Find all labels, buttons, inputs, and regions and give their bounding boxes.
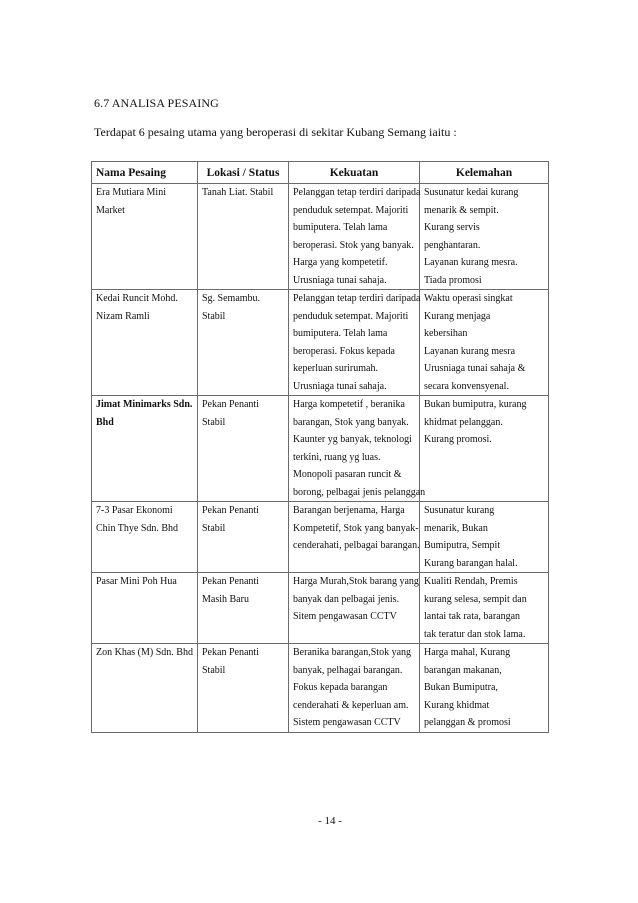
cell-nama-pesaing-line: Chin Thye Sdn. Bhd [96,522,179,534]
cell-lokasi-status [198,573,289,644]
cell-kekuatan-line: Sistem pengawasan CCTV [293,717,401,728]
cell-kelemahan-line: Kualiti Rendah, Premis [424,576,518,587]
cell-nama-pesaing-line: Nizam Ramli [96,310,150,322]
cell-kekuatan-line: Harga kompetetif , beranika [293,399,405,410]
cell-kelemahan-line: menarik & sempit. [424,204,499,216]
cell-kelemahan-line: Susunatur kurang [424,505,495,516]
cell-kelemahan-line: Susunatur kedai kurang [424,187,519,198]
cell-lokasi-status-line: Pekan Penanti [202,647,259,658]
cell-kekuatan-line: Sitem pengawasan CCTV [293,611,397,622]
table-row [92,290,549,396]
cell-lokasi-status [198,290,289,396]
cell-kekuatan-line: borong, pelbagai jenis pelanggan [293,486,426,498]
cell-kekuatan-line: bumiputera. Telah lama [293,222,388,233]
cell-kekuatan [289,573,420,644]
cell-kekuatan [289,396,426,502]
cell-kelemahan-line: Bukan Bumiputra, [424,682,498,693]
cell-nama-pesaing-line: Market [96,204,125,216]
table-row [92,184,549,290]
cell-kelemahan-line: Layanan kurang mesra. [424,257,518,268]
cell-kelemahan-line: Kurang promosi. [424,434,492,445]
competitor-table [91,161,549,733]
cell-kelemahan-line: Waktu operasi singkat [424,293,513,304]
cell-kelemahan [420,184,549,290]
cell-kelemahan-line: penghantaran. [424,239,481,251]
cell-nama-pesaing-line: Era Mutiara Mini [96,187,166,198]
cell-nama-pesaing-line: Kedai Runcit Mohd. [96,293,178,304]
cell-lokasi-status-line: Tanah Liat. Stabil [202,187,274,198]
cell-kelemahan [420,644,549,733]
cell-nama-pesaing [92,644,198,733]
cell-kekuatan-line: cenderahati & keperluan am. [293,699,409,711]
cell-kelemahan-line: lantai tak rata, barangan [424,611,521,622]
cell-lokasi-status-line: Sg. Semambu. [202,293,261,304]
cell-kelemahan-line: Harga mahal, Kurang [424,647,511,658]
table-row [92,573,549,644]
table-row [92,502,549,573]
cell-lokasi-status-line: Masih Baru [202,593,249,605]
section-heading: 6.7 ANALISA PESAING [94,96,219,110]
cell-nama-pesaing [92,290,198,396]
cell-kekuatan-line: penduduk setempat. Majoriti [293,204,409,216]
cell-lokasi-status-line: Pekan Penanti [202,505,259,516]
cell-lokasi-status-line: Stabil [202,310,226,322]
cell-kelemahan-line: Kurang khidmat [424,699,490,711]
cell-lokasi-status [198,502,289,573]
cell-kelemahan-line: khidmat pelanggan. [424,416,503,428]
cell-kekuatan-line: Urusniaga tunai sahaja. [293,274,387,286]
cell-kekuatan-line: Harga Murah,Stok barang yang [293,576,419,587]
cell-kekuatan-line: Kompetetif, Stok yang banyak- [293,522,419,534]
cell-kekuatan-line: Harga yang kompetetif. [293,257,388,268]
cell-kelemahan-line: secara konvensyenal. [424,380,509,392]
cell-kekuatan-line: bumiputera. Telah lama [293,328,388,339]
cell-nama-pesaing [92,573,198,644]
cell-kekuatan-line: keperluan surirumah. [293,363,378,374]
cell-kekuatan-line: Monopoli pasaran runcit & [293,469,402,480]
header-kekuatan: Kekuatan [289,162,420,184]
cell-lokasi-status-line: Pekan Penanti [202,576,259,587]
cell-kelemahan-line: Kurang menjaga [424,310,491,322]
cell-kelemahan [420,573,549,644]
cell-kelemahan-line: kurang selesa, sempit dan [424,593,527,605]
cell-lokasi-status [198,396,289,502]
header-nama-pesaing: Nama Pesaing [92,162,198,184]
cell-kekuatan-line: Fokus kepada barangan [293,682,388,693]
cell-kekuatan-line: Pelanggan tetap terdiri daripada [293,187,421,198]
cell-kelemahan-line: Layanan kurang mesra [424,345,516,357]
table-row [92,396,549,502]
cell-nama-pesaing-line: Jimat Minimarks Sdn. [96,399,193,410]
header-lokasi-status: Lokasi / Status [198,162,289,184]
cell-kekuatan-line: Beranika barangan,Stok yang [293,647,412,658]
cell-kelemahan [420,502,549,573]
cell-kelemahan-line: pelanggan & promosi [424,717,511,728]
cell-lokasi-status-line: Stabil [202,664,226,676]
cell-kekuatan-line: banyak, pelhagai barangan. [293,664,403,676]
cell-nama-pesaing [92,502,198,573]
cell-kekuatan-line: cenderahati, pelbagai barangan. [293,540,420,551]
cell-nama-pesaing-line: Pasar Mini Poh Hua [96,576,177,587]
cell-kelemahan-line: Tiada promosi [424,274,482,286]
cell-kelemahan-line: Urusniaga tunai sahaja & [424,363,526,374]
cell-kelemahan-line: Bukan bumiputra, kurang [424,399,527,410]
cell-nama-pesaing [92,396,198,502]
cell-kelemahan-line: barangan makanan, [424,664,502,676]
cell-kelemahan-line: Kurang barangan halal. [424,557,518,569]
cell-lokasi-status [198,184,289,290]
cell-nama-pesaing [92,184,198,290]
cell-kekuatan [289,184,420,290]
cell-kekuatan [289,290,420,396]
cell-kekuatan-line: banyak dan pelbagai jenis. [293,593,400,605]
cell-lokasi-status-line: Stabil [202,522,226,534]
cell-kekuatan [289,502,420,573]
cell-lokasi-status [198,644,289,733]
table-header-row [92,162,549,184]
cell-kekuatan [289,644,420,733]
cell-nama-pesaing-line: Bhd [96,416,114,428]
cell-nama-pesaing-line: Zon Khas (M) Sdn. Bhd [96,647,193,658]
cell-kekuatan-line: beroperasi. Fokus kepada [293,345,395,357]
cell-kekuatan-line: beroperasi. Stok yang banyak. [293,239,414,251]
table-row [92,644,549,733]
intro-paragraph: Terdapat 6 pesaing utama yang beroperasi di sekitar Kubang Semang iaitu : [94,125,457,139]
cell-kelemahan [420,290,549,396]
cell-kelemahan-line: tak teratur dan stok lama. [424,628,526,640]
cell-kekuatan-line: terkini, ruang yg luas. [293,451,381,463]
cell-kelemahan-line: Kurang servis [424,222,480,233]
cell-kekuatan-line: Barangan berjenama, Harga [293,505,405,516]
cell-kekuatan-line: penduduk setempat. Majoriti [293,310,409,322]
cell-kekuatan-line: Pelanggan tetap terdiri daripada [293,293,421,304]
cell-lokasi-status-line: Stabil [202,416,226,428]
cell-kelemahan-line: Bumiputra, Sempit [424,540,501,551]
cell-kekuatan-line: barangan, Stok yang banyak. [293,416,409,428]
cell-kekuatan-line: Urusniaga tunai sahaja. [293,380,387,392]
cell-kelemahan-line: kebersihan [424,328,468,339]
cell-kekuatan-line: Kaunter yg banyak, teknologi [293,434,412,445]
cell-nama-pesaing-line: 7-3 Pasar Ekonomi [96,505,173,516]
cell-kelemahan-line: menarik, Bukan [424,522,488,534]
cell-lokasi-status-line: Pekan Penanti [202,399,259,410]
header-kelemahan: Kelemahan [420,162,549,184]
cell-kelemahan [420,396,549,502]
page-number: - 14 - [318,815,342,827]
